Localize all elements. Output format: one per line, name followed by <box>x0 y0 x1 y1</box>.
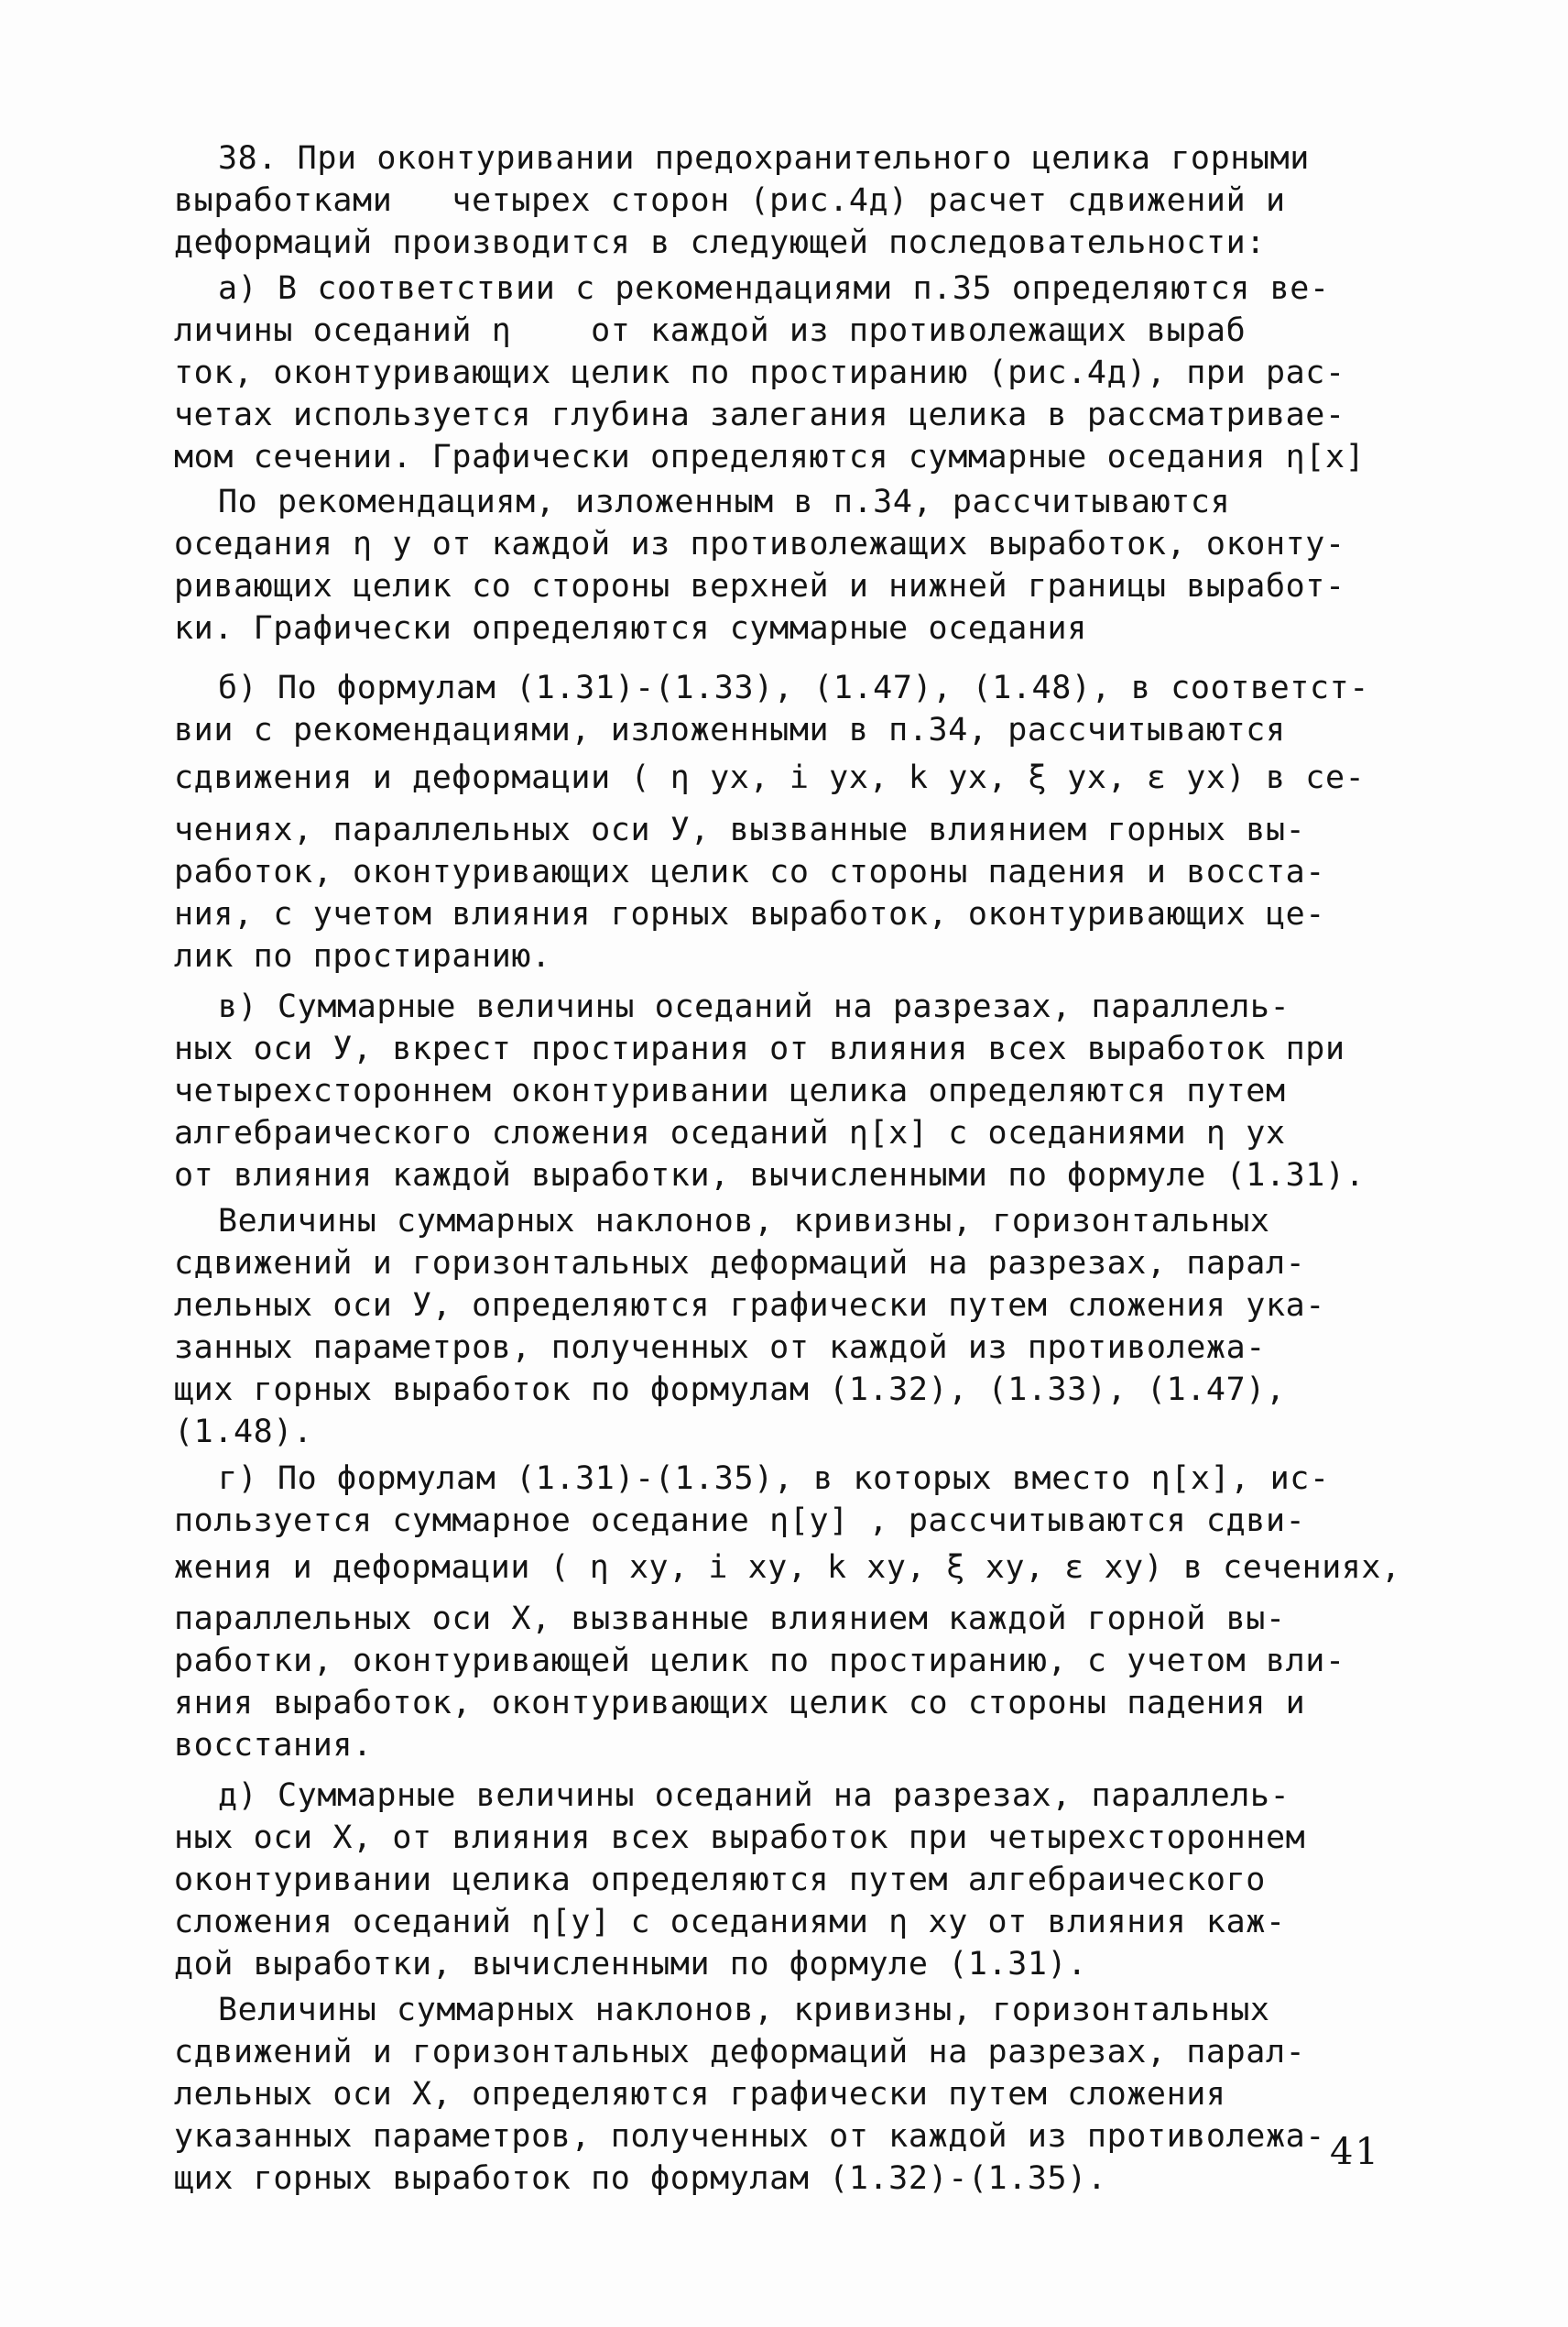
text-line-22: четырехстороннем оконтуривании целика определяются путем <box>174 1073 1286 1109</box>
text-line-42: дой выработки, вычисленными по формуле (1.31). <box>174 1946 1087 1983</box>
text-line-11: ривающих целик со стороны верхней и нижней границы выработ- <box>174 568 1345 605</box>
text-line-33: жения и деформации ( η ху, i ху, k ху, ξ ху, ε ху) в сечениях, <box>174 1549 1401 1586</box>
text-line-21: ных оси У, вкрест простирания от влияния всех выработок при <box>174 1031 1345 1067</box>
text-line-14: вии с рекомендациями, изложенными в п.34, рассчитываются <box>174 712 1286 748</box>
text-line-10: оседания η у от каждой из противолежащих выработок, оконту- <box>174 526 1345 563</box>
text-line-15: сдвижения и деформации ( η ух, i ух, k ух, ξ ух, ε ух) в се- <box>174 759 1366 796</box>
text-line-12: ки. Графически определяются суммарные оседания <box>174 610 1087 647</box>
text-line-9: По рекомендациям, изложенным в п.34, рассчитываются <box>218 484 1231 520</box>
text-line-46: указанных параметров, полученных от каждой из противолежа- <box>174 2118 1325 2155</box>
text-line-24: от влияния каждой выработки, вычисленными по формуле (1.31). <box>174 1157 1366 1194</box>
text-line-17: работок, оконтуривающих целик со стороны падения и восста- <box>174 854 1325 890</box>
text-line-36: яния выработок, оконтуривающих целик со стороны падения и <box>174 1685 1306 1721</box>
text-line-34: параллельных оси Х, вызванные влиянием каждой горной вы- <box>174 1600 1286 1637</box>
text-line-8: мом сечении. Графически определяются суммарные оседания η[x] <box>174 439 1366 475</box>
text-line-18: ния, с учетом влияния горных выработок, оконтуривающих це- <box>174 896 1325 933</box>
text-line-41: сложения оседаний η[y] с оседаниями η ху от влияния каж- <box>174 1904 1286 1940</box>
text-line-28: занных параметров, полученных от каждой из противолежа- <box>174 1329 1266 1366</box>
page-number: 41 <box>1330 2131 1380 2173</box>
text-line-1: 38. При оконтуривании предохранительного целика горными <box>218 140 1310 177</box>
text-line-23: алгебраического сложения оседаний η[x] с оседаниями η ух <box>174 1115 1286 1152</box>
text-line-37: восстания. <box>174 1727 373 1764</box>
text-line-31: г) По формулам (1.31)-(1.35), в которых вместо η[x], ис- <box>218 1460 1330 1497</box>
text-line-4: а) В соответствии с рекомендациями п.35 определяются ве- <box>218 270 1330 307</box>
text-line-13: б) По формулам (1.31)-(1.33), (1.47), (1.48), в соответст- <box>218 670 1369 706</box>
text-line-19: лик по простиранию. <box>174 938 551 975</box>
text-line-16: чениях, параллельных оси У, вызванные влиянием горных вы- <box>174 812 1306 848</box>
text-line-26: сдвижений и горизонтальных деформаций на разрезах, парал- <box>174 1245 1306 1282</box>
text-line-38: д) Суммарные величины оседаний на разрезах, параллель- <box>218 1777 1290 1814</box>
text-line-47: щих горных выработок по формулам (1.32)-(1.35). <box>174 2160 1107 2197</box>
text-line-20: в) Суммарные величины оседаний на разрезах, параллель- <box>218 989 1290 1025</box>
text-line-5: личины оседаний η от каждой из противолежащих выраб <box>174 312 1247 349</box>
text-line-35: работки, оконтуривающей целик по простиранию, с учетом вли- <box>174 1643 1345 1679</box>
text-line-27: лельных оси У, определяются графически путем сложения ука- <box>174 1287 1325 1324</box>
text-line-45: лельных оси Х, определяются графически путем сложения <box>174 2076 1226 2113</box>
text-line-39: ных оси Х, от влияния всех выработок при четырехстороннем <box>174 1819 1306 1856</box>
text-line-25: Величины суммарных наклонов, кривизны, горизонтальных <box>218 1203 1270 1240</box>
text-line-6: ток, оконтуривающих целик по простиранию (рис.4д), при рас- <box>174 355 1345 391</box>
text-line-32: пользуется суммарное оседание η[y] , рассчитываются сдви- <box>174 1502 1306 1539</box>
text-line-7: четах используется глубина залегания целика в рассматривае- <box>174 397 1345 433</box>
text-line-44: сдвижений и горизонтальных деформаций на разрезах, парал- <box>174 2034 1306 2070</box>
text-line-30: (1.48). <box>174 1414 313 1450</box>
text-line-43: Величины суммарных наклонов, кривизны, горизонтальных <box>218 1992 1270 2028</box>
text-line-29: щих горных выработок по формулам (1.32), (1.33), (1.47), <box>174 1371 1286 1408</box>
text-line-40: оконтуривании целика определяются путем алгебраического <box>174 1862 1266 1898</box>
text-line-3: деформаций производится в следующей последовательности: <box>174 224 1266 261</box>
text-line-2: выработками четырех сторон (рис.4д) расчет сдвижений и <box>174 182 1286 219</box>
